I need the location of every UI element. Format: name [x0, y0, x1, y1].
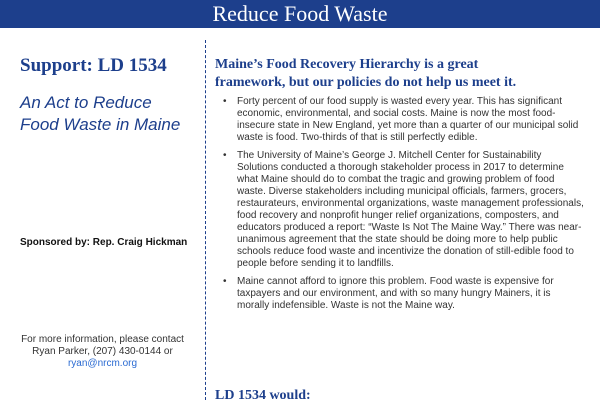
hierarchy-heading-line1: Maine’s Food Recovery Hierarchy is a great: [215, 57, 479, 72]
list-item-text: The University of Maine’s George J. Mitchell Center for Sustainability Solutions conducted a thorough stakeholder process in 2017 to determine what Maine should do to combat the tragic and growing problem of food waste. Diverse stakeholders including municipal officials, farmers, grocers, restaurateurs, environmental organizations, waste management professionals, food recovery and nonprofit hunger relief organizations, composters, and educators produced a report: “Waste Is Not The Maine Way.” There was near-unanimous agreement that the state should be doing more to help public schools reduce food waste and incentivize the donation of still-edible food to people before sending it to landfills.: [237, 150, 584, 269]
hierarchy-heading: [215, 56, 595, 92]
right-column: [215, 28, 595, 403]
sponsor-line: Sponsored by: Rep. Craig Hickman: [20, 237, 188, 248]
bullet-icon: •: [223, 96, 227, 107]
contact-line1: For more information, please contact: [21, 334, 184, 345]
column-divider: [205, 40, 207, 400]
act-title-line1: An Act to Reduce: [20, 93, 152, 112]
bullet-icon: •: [223, 150, 227, 161]
list-item-text: Maine cannot afford to ignore this problem. Food waste is expensive for taxpayers and our environment, and with so many hungry Mainers, it is morally indefensible. Waste is not the Maine way.: [237, 276, 554, 311]
bullet-icon: •: [223, 276, 227, 287]
act-title: [20, 92, 210, 136]
contact-info: [10, 334, 195, 370]
contact-email-link[interactable]: ryan@nrcm.org: [67, 358, 138, 369]
banner-title: Reduce Food Waste: [0, 0, 600, 28]
act-title-line2: Food Waste in Maine: [20, 115, 181, 134]
list-item-text: Forty percent of our food supply is wasted every year. This has significant economic, environmental, and social costs. Maine is now the most food-insecure state in New England, yet more than a quarter of our municipal solid waste is food. Two-thirds of that is still perfectly edible.: [237, 96, 579, 143]
list-item: [215, 276, 585, 312]
list-item: [215, 96, 585, 144]
bill-support-heading: Support: LD 1534: [20, 55, 167, 76]
left-column: [0, 28, 205, 400]
fact-list: [215, 96, 585, 318]
would-heading: LD 1534 would:: [215, 388, 311, 403]
hierarchy-heading-line2: framework, but our policies do not help us meet it.: [215, 75, 517, 90]
contact-line2: Ryan Parker, (207) 430-0144 or: [32, 346, 173, 357]
list-item: [215, 150, 585, 270]
